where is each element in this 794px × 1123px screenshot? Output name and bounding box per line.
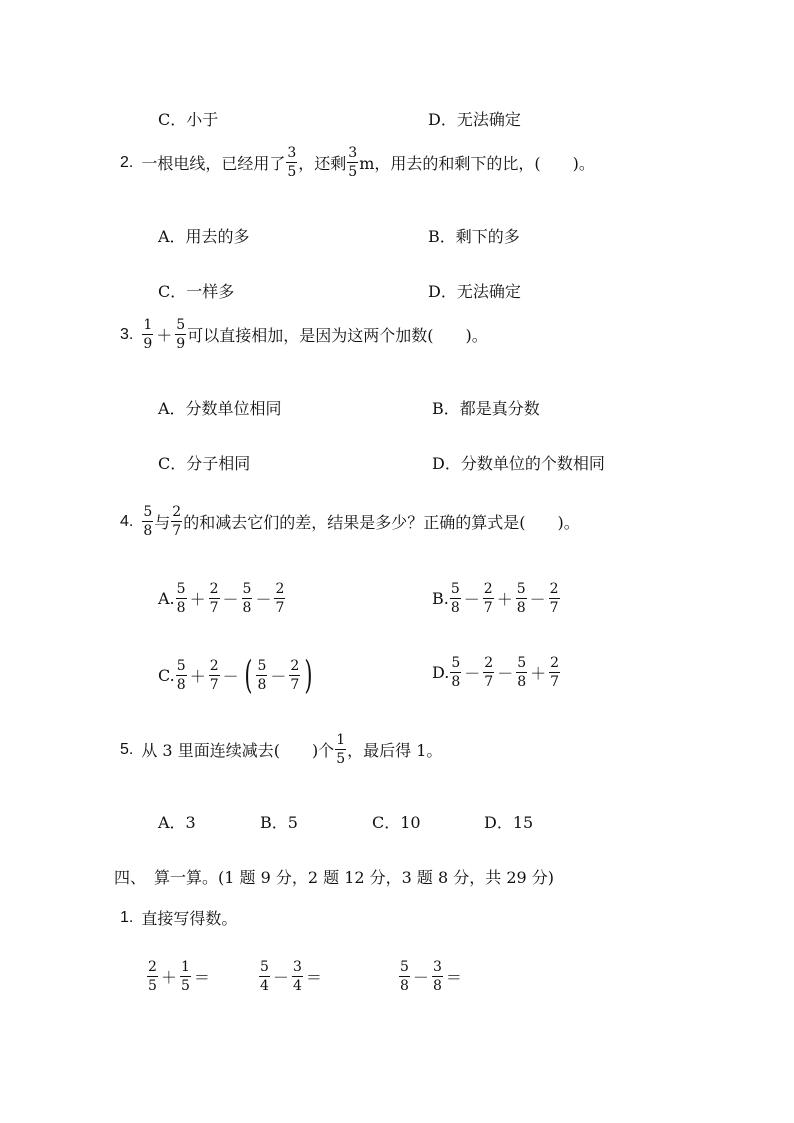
q3-option-d: D．分数单位的个数相同 xyxy=(432,454,605,473)
section-4-question-1: 1. 直接写得数。 xyxy=(120,908,238,928)
question-2: 2. 一根电线，已经用了 $\frac{3}{5}$ ，还剩 $\frac{3}{5}$ m，用去的和剩下的比，( )。 xyxy=(120,145,595,180)
expression-3: $\frac{5}{8}$ － $\frac{3}{8}$ ＝ xyxy=(400,959,462,994)
fraction: $\frac{3}{5}$ xyxy=(348,145,358,180)
fraction: $\frac{3}{5}$ xyxy=(287,145,297,180)
q5-option-a: A．3 xyxy=(158,813,196,832)
q2-option-c: C．一样多 xyxy=(158,282,235,301)
q1-option-c: C．小于 xyxy=(158,110,219,129)
left-paren: ( xyxy=(243,653,253,697)
question-3: 3. $\frac{1}{9}$ ＋ $\frac{5}{9}$ 可以直接相加，是因为这两个加数( )。 xyxy=(120,317,488,352)
fraction: $\frac{1}{5}$ xyxy=(336,732,346,767)
q3-option-b: B．都是真分数 xyxy=(432,399,540,418)
q3-option-a: A．分数单位相同 xyxy=(158,399,282,418)
q2-option-b: B．剩下的多 xyxy=(428,227,520,246)
q5-option-d: D．15 xyxy=(484,813,534,832)
q3-option-c: C．分子相同 xyxy=(158,454,251,473)
q4-option-c: C. $\frac{5}{8}$ ＋ $\frac{2}{7}$ － ( $\frac{5}{8}$ － $\frac{2}{7}$ ) xyxy=(158,653,313,697)
q2-option-a: A．用去的多 xyxy=(158,227,250,246)
fraction: $\frac{2}{7}$ xyxy=(172,504,182,539)
question-number: 2. xyxy=(120,153,134,171)
question-number: 5. xyxy=(120,740,134,758)
right-paren: ) xyxy=(304,653,313,697)
question-4: 4. $\frac{5}{8}$ 与 $\frac{2}{7}$ 的和减去它们的差，结果是多少？正确的算式是( )。 xyxy=(120,504,580,539)
q5-option-b: B．5 xyxy=(260,813,298,832)
fraction: $\frac{1}{9}$ xyxy=(143,317,153,352)
q2-option-d: D．无法确定 xyxy=(428,282,521,301)
expression-2: $\frac{5}{4}$ － $\frac{3}{4}$ ＝ xyxy=(260,959,322,994)
question-number: 1. xyxy=(120,908,134,926)
q4-option-d: D. $\frac{5}{8}$ － $\frac{2}{7}$ － $\frac{5}{8}$ ＋ $\frac{2}{7}$ xyxy=(432,655,560,690)
expression-1: $\frac{2}{5}$ ＋ $\frac{1}{5}$ ＝ xyxy=(148,959,210,994)
q4-option-b: B. $\frac{5}{8}$ － $\frac{2}{7}$ ＋ $\frac{5}{8}$ － $\frac{2}{7}$ xyxy=(432,581,559,616)
q4-option-a: A. $\frac{5}{8}$ ＋ $\frac{2}{7}$ － $\frac{5}{8}$ － $\frac{2}{7}$ xyxy=(158,581,285,616)
question-number: 4. xyxy=(120,512,134,530)
q1-option-d: D．无法确定 xyxy=(428,110,521,129)
fraction: $\frac{5}{9}$ xyxy=(176,317,186,352)
question-5: 5. 从 3 里面连续减去( )个 $\frac{1}{5}$ ，最后得 1。 xyxy=(120,732,443,767)
fraction: $\frac{5}{8}$ xyxy=(143,504,153,539)
section-4-title: 四、 算一算。(1 题 9 分，2 题 12 分，3 题 8 分，共 29 分) xyxy=(114,868,555,887)
q5-option-c: C．10 xyxy=(372,813,421,832)
question-number: 3. xyxy=(120,325,134,343)
